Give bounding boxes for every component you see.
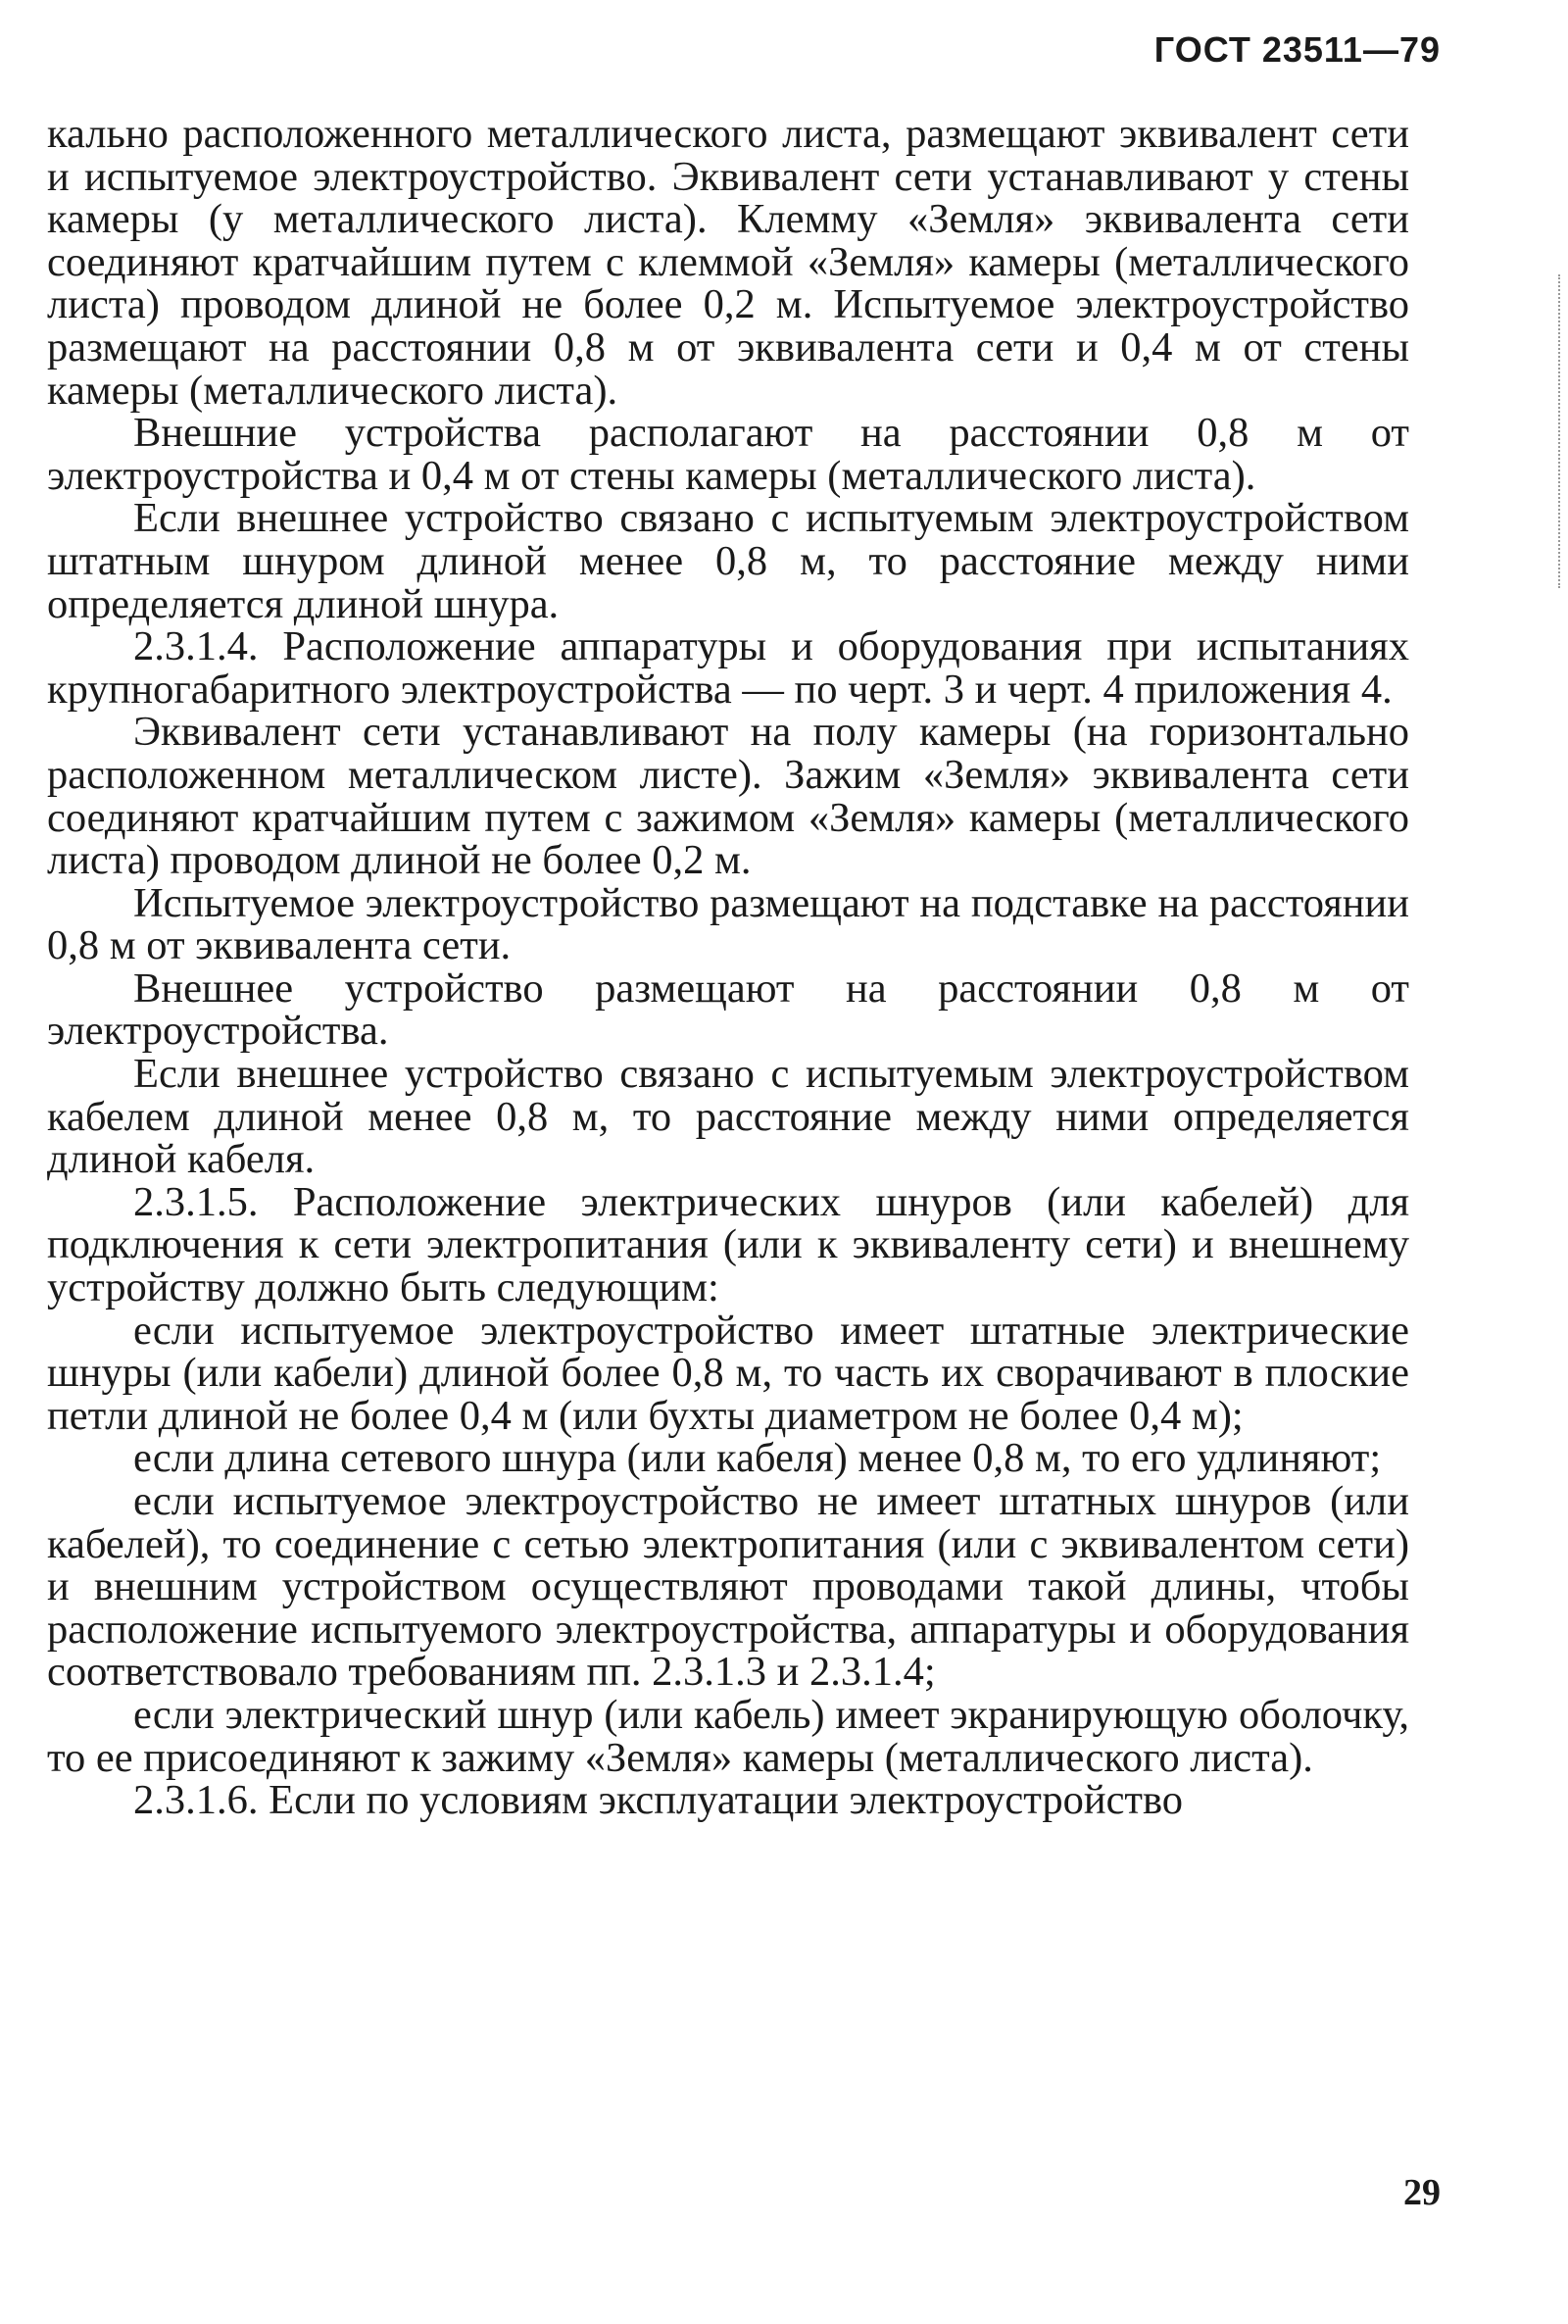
paragraph-section-2-3-1-4: 2.3.1.4. Расположение аппаратуры и оборудования при испытаниях крупногабаритного электроустройства — по черт. 3 и черт. 4 приложения 4. bbox=[47, 623, 1409, 713]
standard-header: ГОСТ 23511—79 bbox=[1153, 29, 1441, 70]
paragraph: Если внешнее устройство связано с испытуемым электроустройством кабелем длиной менее 0,8 м, то расстояние между ними определяется длиной кабеля. bbox=[47, 1051, 1409, 1183]
paragraph: Если внешнее устройство связано с испытуемым электроустройством штатным шнуром длиной менее 0,8 м, то расстояние между ними определяется длиной шнура. bbox=[47, 495, 1409, 627]
paragraph-section-2-3-1-6: 2.3.1.6. Если по условиям эксплуатации электроустройство bbox=[133, 1777, 1184, 1824]
list-item: если длина сетевого шнура (или кабеля) менее 0,8 м, то его удлиняют; bbox=[133, 1435, 1382, 1482]
page-number: 29 bbox=[1403, 2172, 1441, 2213]
paragraph-section-2-3-1-5: 2.3.1.5. Расположение электрических шнуров (или кабелей) для подключения к сети электропитания (или к эквиваленту сети) и внешнему устройству должно быть следующим: bbox=[47, 1178, 1409, 1311]
margin-mark bbox=[1558, 274, 1561, 588]
paragraph: Испытуемое электроустройство размещают на подставке на расстоянии 0,8 м от эквивалента сети. bbox=[47, 879, 1409, 969]
paragraph: кально расположенного металлического листа, размещают эквивалент сети и испытуемое электроустройство. Эквивалент сети устанавливают у стены камеры (у металлического листа). Клемму «Земля» эквивалента сети соединяют кратчайшим путем с клеммой «Земля» камеры (металлического листа) проводом длиной не более 0,2 м. Испытуемое электроустройство размещают на расстоянии 0,8 м от эквивалента сети и 0,4 м от стены камеры (металлического листа). bbox=[47, 111, 1409, 414]
paragraph: Внешние устройства располагают на расстоянии 0,8 м от электроустройства и 0,4 м от стены камеры (металлического листа). bbox=[47, 410, 1409, 499]
list-item: если электрический шнур (или кабель) имеет экранирующую оболочку, то ее присоединяют к зажиму «Земля» камеры (металлического листа). bbox=[47, 1691, 1409, 1781]
list-item: если испытуемое электроустройство имеет штатные электрические шнуры (или кабели) длиной более 0,8 м, то часть их сворачивают в плоские петли длиной не более 0,4 м (или бухты диаметром не более 0,4 м); bbox=[47, 1307, 1409, 1439]
paragraph: Внешнее устройство размещают на расстоянии 0,8 м от электроустройства. bbox=[47, 964, 1409, 1055]
paragraph: Эквивалент сети устанавливают на полу камеры (на горизонтально расположенном металлическом листе). Зажим «Земля» эквивалента сети соединяют кратчайшим путем с зажимом «Земля» камеры (металлического листа) проводом длиной не более 0,2 м. bbox=[47, 709, 1409, 884]
document-body bbox=[47, 113, 1409, 1822]
list-item: если испытуемое электроустройство не имеет штатных шнуров (или кабелей), то соединение с сетью электропитания (или с эквивалентом сети) и внешним устройством осуществляют проводами такой длины, чтобы расположение испытуемого электроустройства, аппаратуры и оборудования соответствовало требованиям пп. 2.3.1.3 и 2.3.1.4; bbox=[47, 1478, 1409, 1696]
